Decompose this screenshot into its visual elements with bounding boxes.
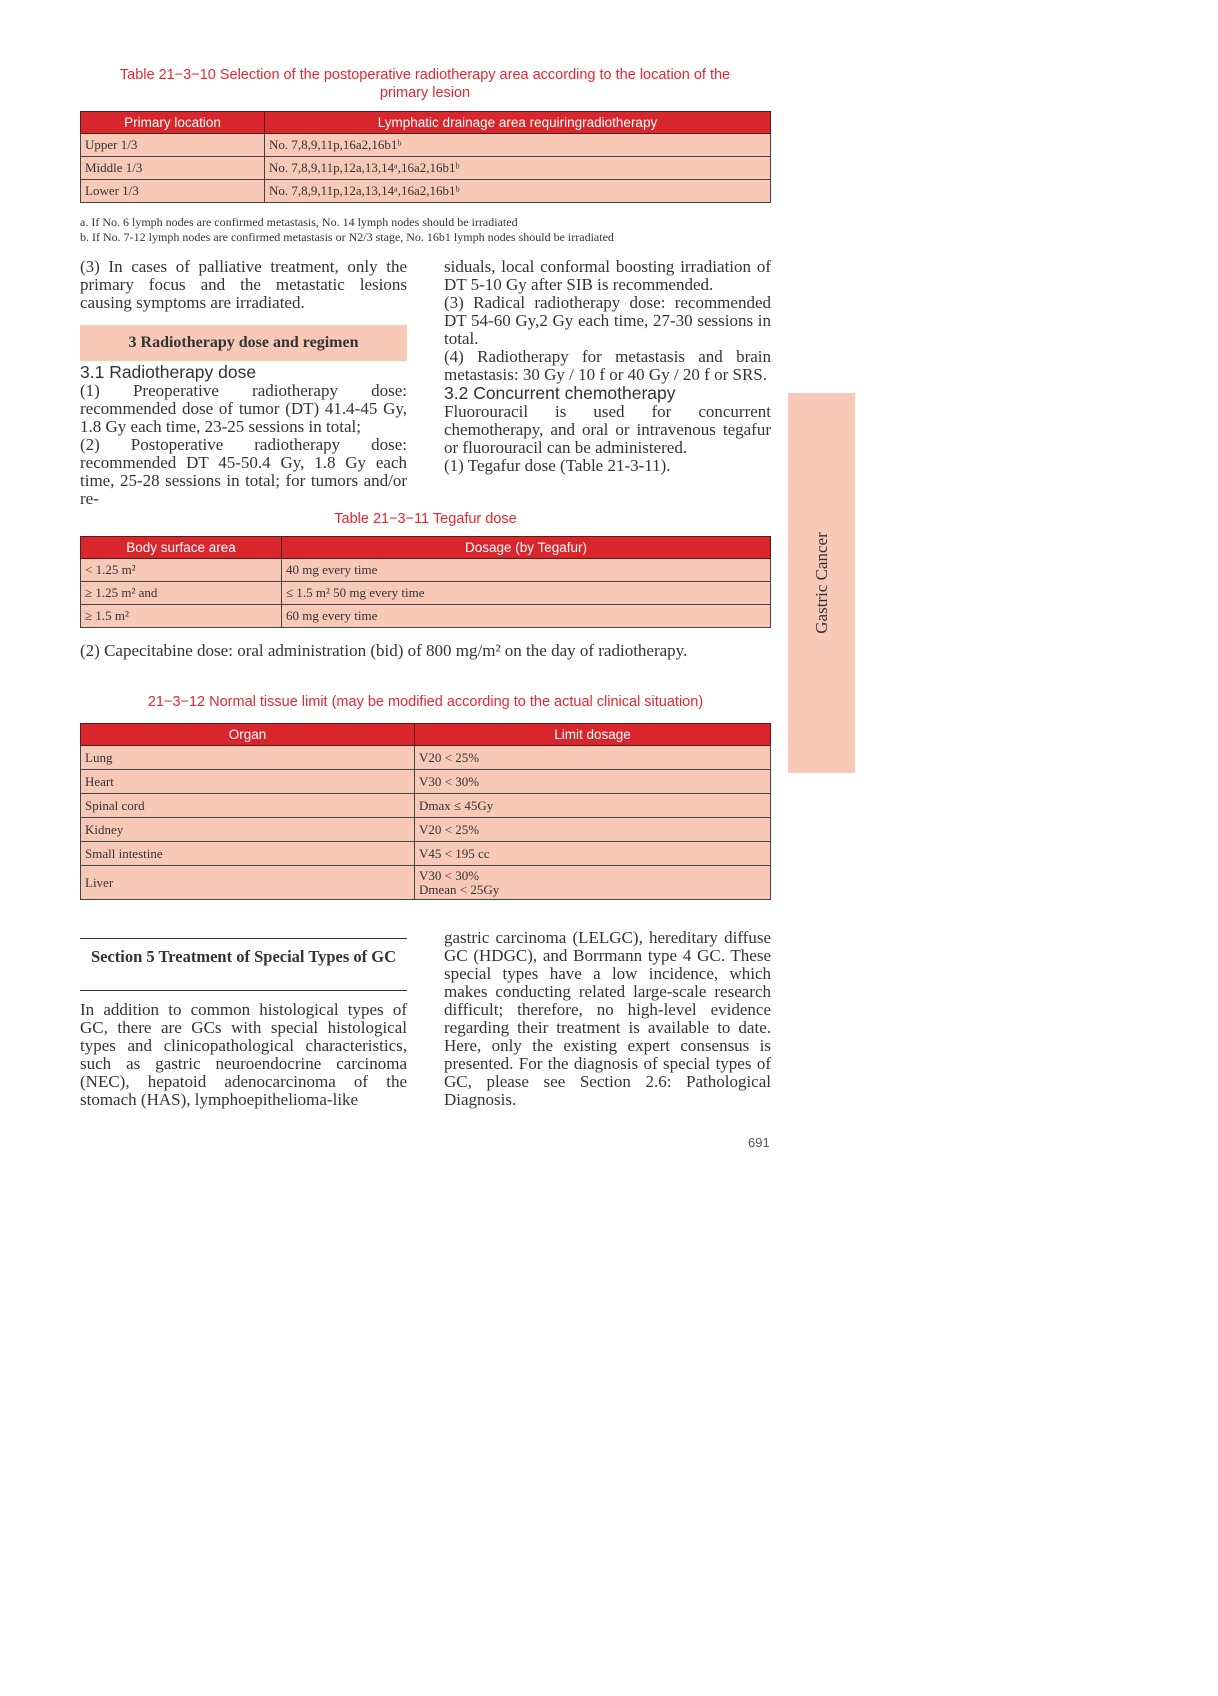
- table1-cell: No. 7,8,9,11p,16a2,16b1ᵇ: [265, 134, 771, 157]
- table3-caption: 21−3−12 Normal tissue limit (may be modified according to the actual clinical situation): [147, 694, 704, 710]
- table-row: [81, 134, 771, 157]
- metastasis-paragraph: (4) Radiotherapy for metastasis and brain metastasis: 30 Gy / 10 f or 40 Gy / 20 f or SRS.: [444, 347, 771, 384]
- table3-cell: V20 < 25%: [415, 746, 771, 770]
- table-row: [81, 866, 771, 900]
- table3-header-limit: Limit dosage: [415, 724, 771, 746]
- table3-header-organ: Organ: [81, 724, 415, 746]
- capecitabine-paragraph: (2) Capecitabine dose: oral administration (bid) of 800 mg/m² on the day of radiotherapy.: [80, 641, 688, 660]
- table1-header-area: Lymphatic drainage area requiringradiotherapy: [265, 112, 771, 134]
- table3-cell: Dmax ≤ 45Gy: [415, 794, 771, 818]
- table1-note-b: b. If No. 7-12 lymph nodes are confirmed metastasis or N2/3 stage, No. 16b1 lymph nodes should be irradiated: [80, 230, 614, 244]
- table2-header-dosage: Dosage (by Tegafur): [282, 537, 771, 559]
- table1: [80, 111, 771, 203]
- table2-cell: 60 mg every time: [282, 605, 771, 628]
- section5-left-text: In addition to common histological types of GC, there are GCs with special histological types and clinicopathological characteristics, such as gastric neuroendocrine carcinoma (NEC), hepatoid adenocarcinoma of the stomach (HAS), lymphoepithelioma-like: [80, 1000, 407, 1109]
- table2-cell: 40 mg every time: [282, 559, 771, 582]
- preoperative-paragraph: (1) Preoperative radiotherapy dose: recommended dose of tumor (DT) 41.4-45 Gy, 1.8 Gy each time, 23-25 sessions in total;: [80, 381, 407, 436]
- subheading-3-2: 3.2 Concurrent chemotherapy: [444, 383, 676, 403]
- table2-cell: ≤ 1.5 m² 50 mg every time: [282, 582, 771, 605]
- table3-cell: V45 < 195 cc: [415, 842, 771, 866]
- fluorouracil-paragraph: Fluorouracil is used for concurrent chemotherapy, and oral or intravenous tegafur or fluorouracil can be administered.: [444, 402, 771, 457]
- table3-cell-line: V30 < 30%: [419, 867, 480, 883]
- table2: [80, 536, 771, 628]
- table3-cell: Kidney: [81, 818, 415, 842]
- section5-right-text: gastric carcinoma (LELGC), hereditary diffuse GC (HDGC), and Borrmann type 4 GC. These special types have a low incidence, which makes conducting related large-scale research difficult; therefore, no high-level evidence regarding their treatment is available to date. Here, only the existing expert consensus is presented. For the diagnosis of special types of GC, please see Section 2.6: Pathological Diagnosis.: [444, 928, 771, 1109]
- table-row: [81, 180, 771, 203]
- table3-cell: Liver: [81, 866, 415, 900]
- table-row: [81, 842, 771, 866]
- table1-cell: Lower 1/3: [81, 180, 265, 203]
- table-row: [81, 746, 771, 770]
- table-row: [81, 559, 771, 582]
- table3-cell: Lung: [81, 746, 415, 770]
- side-tab-label: Gastric Cancer: [811, 532, 831, 634]
- table3-cell: Heart: [81, 770, 415, 794]
- palliative-paragraph: (3) In cases of palliative treatment, only the primary focus and the metastatic lesions causing symptoms are irradiated.: [80, 257, 407, 312]
- table2-cell: ≥ 1.5 m²: [81, 605, 282, 628]
- table1-caption-line1: Table 21−3−10 Selection of the postoperative radiotherapy area according to the location of the: [119, 67, 731, 83]
- table1-note-a: a. If No. 6 lymph nodes are confirmed metastasis, No. 14 lymph nodes should be irradiated: [80, 215, 518, 229]
- residuals-paragraph: siduals, local conformal boosting irradiation of DT 5-10 Gy after SIB is recommended.: [444, 257, 771, 294]
- radical-paragraph: (3) Radical radiotherapy dose: recommended DT 54-60 Gy,2 Gy each time, 27-30 sessions in total.: [444, 293, 771, 348]
- table-row: [81, 770, 771, 794]
- section5-top-rule: [80, 938, 407, 939]
- table1-header-location: Primary location: [81, 112, 265, 134]
- table-row: [81, 582, 771, 605]
- page-number: 691: [748, 1135, 770, 1150]
- table3-cell-line: Dmean < 25Gy: [419, 881, 500, 897]
- right-column: [444, 258, 771, 475]
- table1-caption-line2: primary lesion: [379, 85, 471, 101]
- table3: [80, 723, 771, 900]
- section5-title: Section 5 Treatment of Special Types of GC: [90, 947, 397, 966]
- table1-cell: Upper 1/3: [81, 134, 265, 157]
- table-row: [81, 605, 771, 628]
- table1-caption: [80, 66, 770, 102]
- table-row: [81, 818, 771, 842]
- table2-cell: ≥ 1.25 m² and: [81, 582, 282, 605]
- section5-bottom-rule: [80, 990, 407, 991]
- table2-cell: < 1.25 m²: [81, 559, 282, 582]
- table2-header-bsa: Body surface area: [81, 537, 282, 559]
- table1-cell: No. 7,8,9,11p,12a,13,14ᵃ,16a2,16b1ᵇ: [265, 157, 771, 180]
- left-column: [80, 258, 407, 508]
- section-3-title: 3 Radiotherapy dose and regimen: [80, 325, 407, 361]
- table3-cell: [415, 866, 771, 900]
- side-tab: [788, 393, 855, 773]
- table-row: [81, 794, 771, 818]
- table1-cell: Middle 1/3: [81, 157, 265, 180]
- table2-caption: Table 21−3−11 Tegafur dose: [334, 511, 517, 527]
- postoperative-paragraph: (2) Postoperative radiotherapy dose: recommended DT 45-50.4 Gy, 1.8 Gy each time, 25-28 sessions in total; for tumors and/or re-: [80, 435, 407, 508]
- table3-cell: V20 < 25%: [415, 818, 771, 842]
- table1-cell: No. 7,8,9,11p,12a,13,14ᵃ,16a2,16b1ᵇ: [265, 180, 771, 203]
- subheading-3-1: 3.1 Radiotherapy dose: [80, 362, 257, 382]
- table-row: [81, 157, 771, 180]
- tegafur-reference: (1) Tegafur dose (Table 21-3-11).: [444, 456, 671, 475]
- table3-cell: V30 < 30%: [415, 770, 771, 794]
- table3-cell: Spinal cord: [81, 794, 415, 818]
- table3-cell: Small intestine: [81, 842, 415, 866]
